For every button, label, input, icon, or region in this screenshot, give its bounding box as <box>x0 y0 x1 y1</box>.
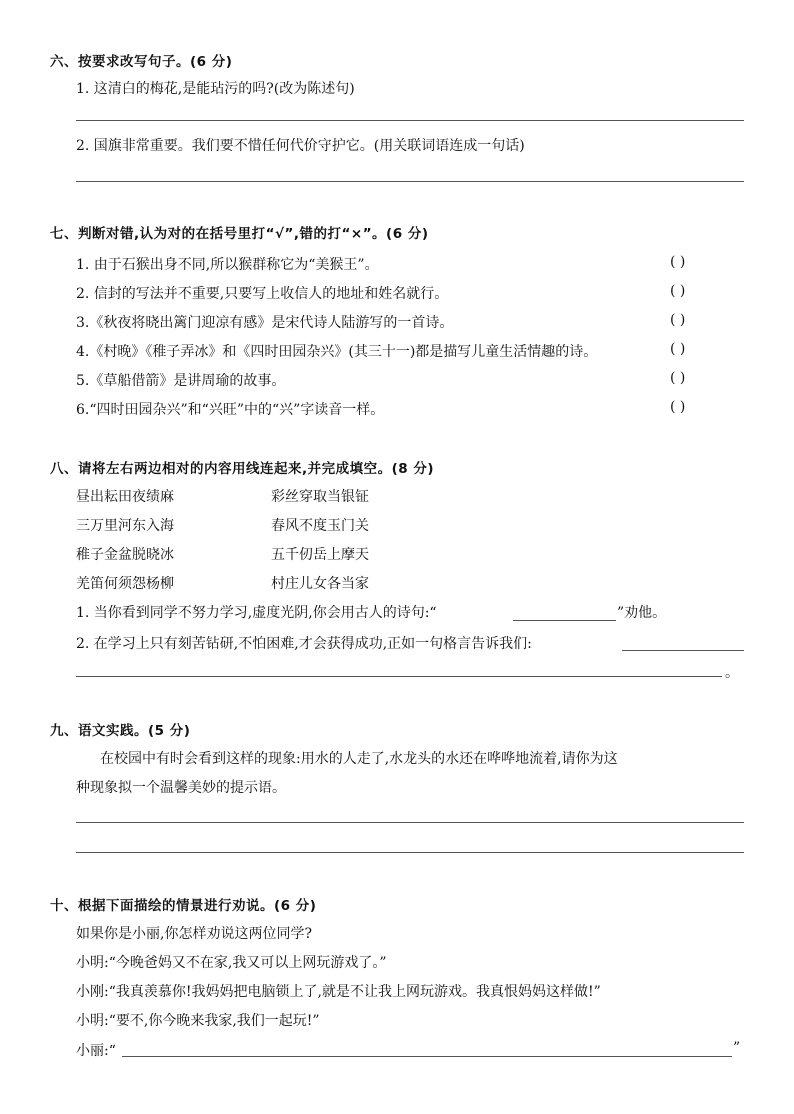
match-left-4[interactable]: 羌笛何须怨杨柳 <box>76 576 174 592</box>
answer-line-6-1[interactable] <box>76 120 744 121</box>
match-right-2[interactable]: 春风不度玉门关 <box>271 518 369 534</box>
answer-paren-2[interactable]: ( ) <box>670 283 686 299</box>
fill-blank-1[interactable] <box>513 620 616 621</box>
fill-question-1-start: 1. 当你看到同学不努力学习,虚度光阴,你会用古人的诗句:“ <box>76 605 437 621</box>
match-right-3[interactable]: 五千仞岳上摩天 <box>271 547 369 563</box>
section-6-question-2: 2. 国旗非常重要。我们要不惜任何代价守护它。(用关联词语连成一句话) <box>76 138 525 154</box>
section-6-question-1: 1. 这清白的梅花,是能玷污的吗?(改为陈述句) <box>76 81 355 97</box>
section-9-paragraph-2: 种现象拟一个温馨美妙的提示语。 <box>76 780 286 796</box>
judge-item-6: 6.“四时田园杂兴”和“兴旺”中的“兴”字读音一样。 <box>76 402 385 418</box>
judge-item-5: 5.《草船借箭》是讲周瑜的故事。 <box>76 373 286 389</box>
fill-blank-2b[interactable] <box>76 676 722 677</box>
match-right-1[interactable]: 彩丝穿取当银钲 <box>271 489 369 505</box>
section-10-intro: 如果你是小丽,你怎样劝说这两位同学? <box>76 926 312 942</box>
dialogue-line-4-start: 小丽:“ <box>76 1043 116 1059</box>
judge-item-2: 2. 信封的写法并不重要,只要写上收信人的地址和姓名就行。 <box>76 286 449 302</box>
judge-item-1: 1. 由于石猴出身不同,所以猴群称它为“美猴王”。 <box>76 257 379 273</box>
match-left-2[interactable]: 三万里河东入海 <box>76 518 174 534</box>
judge-item-3: 3.《秋夜将晓出篱门迎凉有感》是宋代诗人陆游写的一首诗。 <box>76 315 454 331</box>
answer-paren-6[interactable]: ( ) <box>670 399 686 415</box>
answer-line-9-2[interactable] <box>76 852 744 853</box>
fill-blank-2a[interactable] <box>622 650 744 651</box>
section-7-heading: 七、判断对错,认为对的在括号里打“√”,错的打“×”。(6 分) <box>50 226 429 242</box>
section-9-paragraph-1: 在校园中有时会看到这样的现象:用水的人走了,水龙头的水还在哗哗地流着,请你为这 <box>100 751 618 767</box>
section-9-heading: 九、语文实践。(5 分) <box>50 723 191 739</box>
dialogue-line-4-end: ” <box>733 1040 741 1056</box>
judge-item-4: 4.《村晚》《稚子弄冰》和《四时田园杂兴》(其三十一)都是描写儿童生活情趣的诗。 <box>76 344 598 360</box>
answer-paren-5[interactable]: ( ) <box>670 370 686 386</box>
answer-paren-3[interactable]: ( ) <box>670 312 686 328</box>
match-right-4[interactable]: 村庄儿女各当家 <box>271 576 369 592</box>
fill-question-2-period: 。 <box>725 665 739 681</box>
dialogue-line-1: 小明:“今晚爸妈又不在家,我又可以上网玩游戏了。” <box>76 955 387 971</box>
answer-paren-4[interactable]: ( ) <box>670 341 686 357</box>
fill-question-1-end: ”劝他。 <box>617 605 667 621</box>
dialogue-line-3: 小明:“要不,你今晚来我家,我们一起玩!” <box>76 1013 320 1029</box>
section-6-heading: 六、按要求改写句子。(6 分) <box>50 54 233 70</box>
fill-question-2: 2. 在学习上只有刻苦钻研,不怕困难,才会获得成功,正如一句格言告诉我们: <box>76 636 532 652</box>
answer-line-9-1[interactable] <box>76 822 744 823</box>
answer-paren-1[interactable]: ( ) <box>670 254 686 270</box>
answer-line-10[interactable] <box>122 1056 732 1057</box>
section-8-heading: 八、请将左右两边相对的内容用线连起来,并完成填空。(8 分) <box>50 461 435 477</box>
match-left-1[interactable]: 昼出耘田夜绩麻 <box>76 489 174 505</box>
section-10-heading: 十、根据下面描绘的情景进行劝说。(6 分) <box>50 898 317 914</box>
dialogue-line-2: 小刚:“我真羡慕你!我妈妈把电脑锁上了,就是不让我上网玩游戏。我真恨妈妈这样做!” <box>76 984 601 1000</box>
match-left-3[interactable]: 稚子金盆脱晓冰 <box>76 547 174 563</box>
answer-line-6-2[interactable] <box>76 181 744 182</box>
